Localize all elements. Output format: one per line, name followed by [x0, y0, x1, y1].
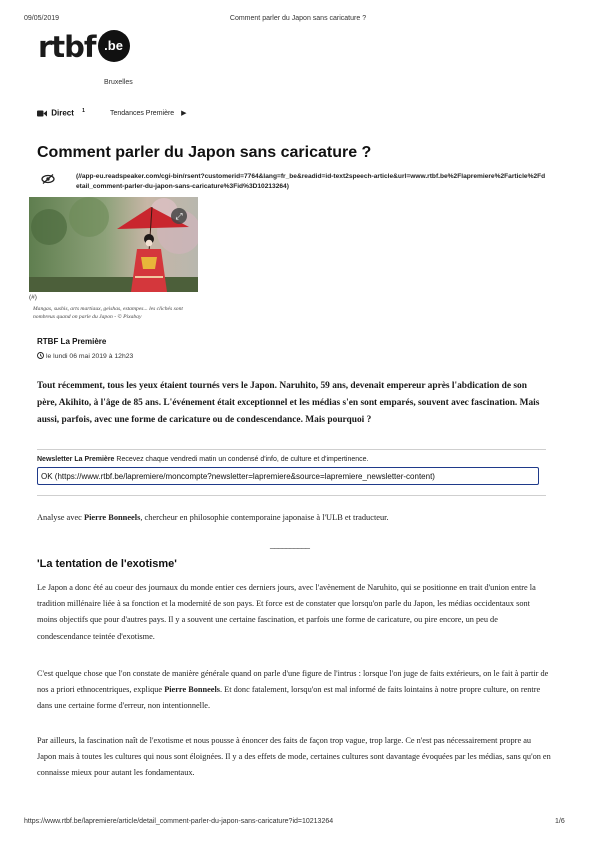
- article-lead: Tout récemment, tous les yeux étaient tournés vers le Japon. Naruhito, 59 ans, devenait empereur après l'abdication de son père, Akihito, à l'âge de 85 ans. L'événement était exceptionnel et les médias s'en sont emparés, souvent avec fascination. Mais aussi, parfois, avec une forme de caricature ou de condescendance. Mais pourquoi ?: [37, 381, 540, 425]
- analyse-suffix: , chercheur en philosophie contemporaine japonaise à l'ULB et traducteur.: [140, 513, 389, 522]
- direct-link[interactable]: [37, 108, 85, 118]
- divider: [37, 495, 546, 496]
- article-date-text: le lundi 06 mai 2019 à 12h23: [46, 353, 134, 360]
- paragraph-text: . Et donc fatalement, lorsqu'on est mal informé de faits lointains à notre propre culture, on rentre dans une certaine forme d'erreur, non intentionnelle.: [37, 685, 541, 711]
- listen-eye-icon[interactable]: [41, 174, 55, 184]
- trends-label: Tendances Première: [110, 110, 175, 117]
- divider: [37, 449, 546, 450]
- text-separator: __________: [270, 540, 310, 549]
- logo-wordmark: rtbf: [38, 30, 96, 64]
- newsletter-text: Recevez chaque vendredi matin un condensé d'info, de culture et d'impertinence.: [114, 456, 369, 463]
- paragraph-text: C'est quelque chose que l'on constate de manière générale quand on parle d'une figure de l'intrus : lorsque l'on juge de faits extérieurs, on le fait à partir de nos a priori ethnocentriques, explique: [37, 669, 549, 695]
- analyse-line: [37, 513, 547, 522]
- direct-label: Direct: [51, 108, 74, 118]
- photo-caption: Mangas, sushis, arts martiaux, geishas, estampes... les clichés sont nombreux quand on parle du Japon - © Pixabay: [33, 306, 183, 320]
- page-number: 1/6: [555, 818, 565, 825]
- readspeaker-link[interactable]: (//app-eu.readspeaker.com/cgi-bin/rsent?customerid=7764&lang=fr_be&readid=id-text2speech-article&url=www.rtbf.be%2Flapremiere%2Farticle%2Fdetail_comment-parler-du-japon-sans-caricature%3Fid%3D10213264): [76, 173, 546, 190]
- section-heading: 'La tentation de l'exotisme': [37, 558, 177, 570]
- image-anchor[interactable]: (#): [29, 294, 37, 301]
- rtbf-logo[interactable]: [38, 32, 130, 62]
- paragraph: Par ailleurs, la fascination naît de l'exotisme et nous pousse à énoncer des faits de façon trop vague, trop large. Ce n'est pas nécessairement propre au Japon mais à toutes les cultures qui nous sont éloignées. Il y a des effets de mode, certaines cultures sont davantage évoquées par les médias, sans qu'on en connaisse mieux pour autant les fondamentaux.: [37, 736, 551, 778]
- footer-url: https://www.rtbf.be/lapremiere/article/detail_comment-parler-du-japon-sans-caricature?id=10213264: [24, 818, 334, 825]
- print-date: 09/05/2019: [24, 15, 60, 22]
- direct-count: 1: [82, 108, 85, 114]
- article-author[interactable]: RTBF La Première: [37, 337, 107, 346]
- newsletter-ok-button[interactable]: OK (https://www.rtbf.be/lapremiere/moncompte?newsletter=lapremiere&source=lapremiere_newsletter-content): [37, 467, 539, 485]
- article-title: Comment parler du Japon sans caricature ?: [37, 144, 372, 161]
- paragraph-name: Pierre Bonneels: [164, 685, 221, 695]
- clock-icon: [37, 352, 44, 359]
- paragraph: Le Japon a donc été au coeur des journaux du monde entier ces derniers jours, avec l'avènement de Naruhito, qui se positionne en trait d'union entre la tradition millénaire liée à sa fonction et la modernité de son pays. Et force est de constater que lorsqu'on parle du Japon, les médias occidentaux sont moins objectifs que pour d'autres pays. Il y a souvent une certaine fascination, et parfois une forme de caricature, ou pire encore, un peu de condescendance teintée d'exotisme.: [37, 583, 536, 641]
- video-camera-icon: [37, 110, 47, 117]
- expand-icon[interactable]: ⤢: [171, 208, 187, 224]
- article-date: [37, 352, 133, 360]
- logo-badge: .be: [98, 30, 130, 62]
- paragraph: [37, 666, 552, 715]
- newsletter-promo: [37, 456, 369, 463]
- analyst-name: Pierre Bonneels: [83, 513, 141, 522]
- play-triangle-icon: ▶: [181, 110, 187, 117]
- trends-link[interactable]: [110, 109, 187, 117]
- city-label[interactable]: Bruxelles: [104, 79, 133, 86]
- print-title: Comment parler du Japon sans caricature ?: [229, 15, 367, 22]
- analyse-prefix: Analyse avec: [37, 513, 84, 522]
- newsletter-title: Newsletter La Première: [37, 456, 115, 463]
